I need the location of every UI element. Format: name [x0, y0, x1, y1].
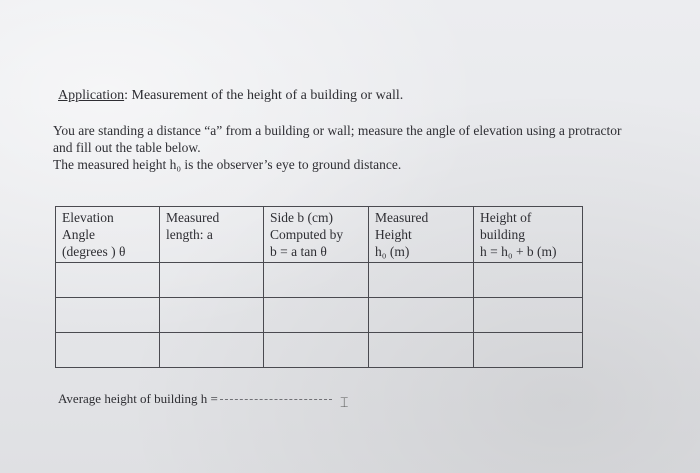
table-header-row	[56, 207, 583, 263]
header-line: h₀ (m)	[375, 244, 410, 259]
header-line: b = a tan θ	[270, 244, 327, 259]
header-line: Side b (cm)	[270, 210, 333, 225]
instruction-line-2: The measured height h₀ is the observer’s eye to ground distance.	[53, 157, 402, 172]
header-line: building	[480, 227, 526, 242]
table-cell[interactable]	[474, 263, 583, 298]
header-line: Height of	[480, 210, 532, 225]
average-height-label: Average height of building h =	[58, 391, 218, 406]
title-application-label: Application	[58, 88, 125, 103]
page-title	[58, 88, 403, 104]
header-measured-length	[160, 207, 264, 263]
instructions	[53, 122, 633, 173]
header-side-b	[264, 207, 369, 263]
header-line: length: a	[166, 227, 213, 242]
instruction-line-1: You are standing a distance “a” from a building or wall; measure the angle of elevation using a protractor and fill out the table below.	[53, 123, 622, 155]
table-cell[interactable]	[160, 263, 264, 298]
header-line: Elevation	[62, 210, 114, 225]
header-measured-height	[369, 207, 474, 263]
header-line: Measured	[375, 210, 429, 225]
table-row	[56, 333, 583, 368]
table-cell[interactable]	[369, 298, 474, 333]
table-cell[interactable]	[56, 298, 160, 333]
header-line: (degrees ) θ	[62, 244, 126, 259]
table-cell[interactable]	[56, 263, 160, 298]
table-cell[interactable]	[369, 263, 474, 298]
table-cell[interactable]	[264, 298, 369, 333]
table-cell[interactable]	[160, 298, 264, 333]
table-cell[interactable]	[56, 333, 160, 368]
table-cell[interactable]	[474, 298, 583, 333]
table-row	[56, 298, 583, 333]
table-cell[interactable]	[160, 333, 264, 368]
table-cell[interactable]	[264, 263, 369, 298]
header-building-height	[474, 207, 583, 263]
table-cell[interactable]	[264, 333, 369, 368]
text-cursor-icon: ⌶	[340, 396, 349, 411]
measurement-table	[55, 206, 583, 368]
table-cell[interactable]	[369, 333, 474, 368]
table-row	[56, 263, 583, 298]
header-elevation-angle	[56, 207, 160, 263]
header-line: Angle	[62, 227, 95, 242]
title-text: : Measurement of the height of a building or wall.	[124, 88, 404, 103]
header-line: Height	[375, 227, 412, 242]
average-height-blank[interactable]	[220, 399, 332, 400]
header-line: Measured	[166, 210, 220, 225]
header-line: Computed by	[270, 227, 344, 242]
table-cell[interactable]	[474, 333, 583, 368]
header-line: h = h₀ + b (m)	[480, 244, 557, 259]
average-height-line	[58, 391, 332, 407]
